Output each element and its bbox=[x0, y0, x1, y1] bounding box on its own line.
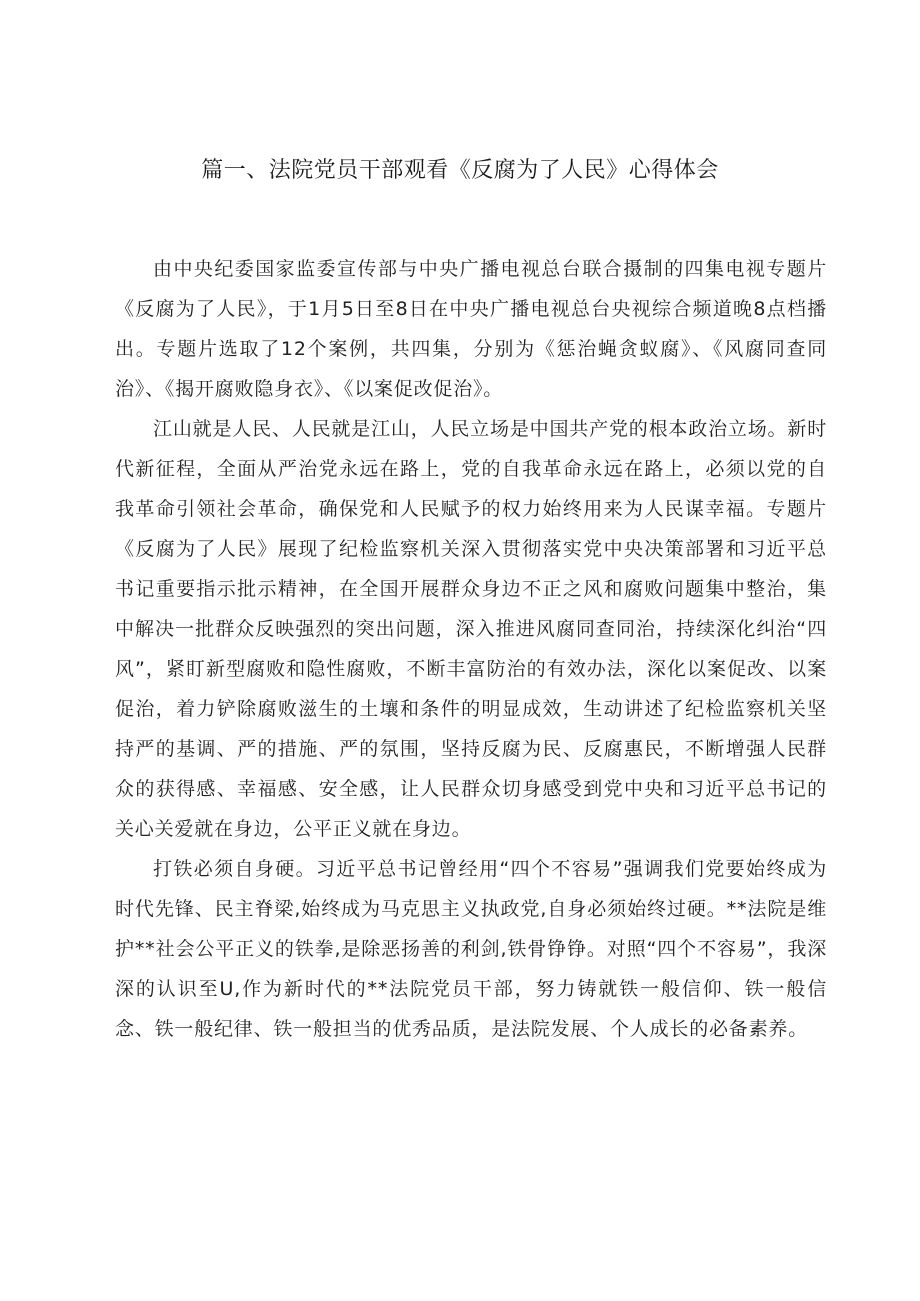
paragraph: 由中央纪委国家监委宣传部与中央广播电视总台联合摄制的四集电视专题片《反腐为了人民》，于1月5日至8日在中央广播电视总台央视综合频道晚8点档播出。专题片选取了12个案例，共四集，分别为《惩治蝇贪蚁腐》、《风腐同查同治》、《揭开腐败隐身衣》、《以案促改促治》。 bbox=[115, 258, 827, 400]
document-title: 篇一、法院党员干部观看《反腐为了人民》心得体会 bbox=[201, 158, 719, 183]
paragraph: 打铁必须自身硬。习近平总书记曾经用“四个不容易”强调我们党要始终成为时代先锋、民主脊梁,始终成为马克思主义执政党,自身必须始终过硬。**法院是维护**社会公平正义的铁拳,是除恶扬善的利剑,铁骨铮铮。对照“四个不容易”，我深深的认识至U,作为新时代的**法院党员干部，努力铸就铁一般信仰、铁一般信念、铁一般纪律、铁一般担当的优秀品质，是法院发展、个人成长的必备素养。 bbox=[115, 858, 827, 1040]
paragraph: 江山就是人民、人民就是江山，人民立场是中国共产党的根本政治立场。新时代新征程，全面从严治党永远在路上，党的自我革命永远在路上，必须以党的自我革命引领社会革命，确保党和人民赋予的权力始终用来为人民谋幸福。专题片《反腐为了人民》展现了纪检监察机关深入贯彻落实党中央决策部署和习近平总书记重要指示批示精神，在全国开展群众身边不正之风和腐败问题集中整治，集中解决一批群众反映强烈的突出问题，深入推进风腐同查同治，持续深化纠治“四风”，紧盯新型腐败和隐性腐败，不断丰富防治的有效办法，深化以案促改、以案促治，着力铲除腐败滋生的土壤和条件的明显成效，生动讲述了纪检监察机关坚持严的基调、严的措施、严的氛围，坚持反腐为民、反腐惠民，不断增强人民群众的获得感、幸福感、安全感，让人民群众切身感受到党中央和习近平总书记的关心关爱就在身边，公平正义就在身边。 bbox=[115, 418, 827, 840]
document-body bbox=[115, 249, 827, 1049]
